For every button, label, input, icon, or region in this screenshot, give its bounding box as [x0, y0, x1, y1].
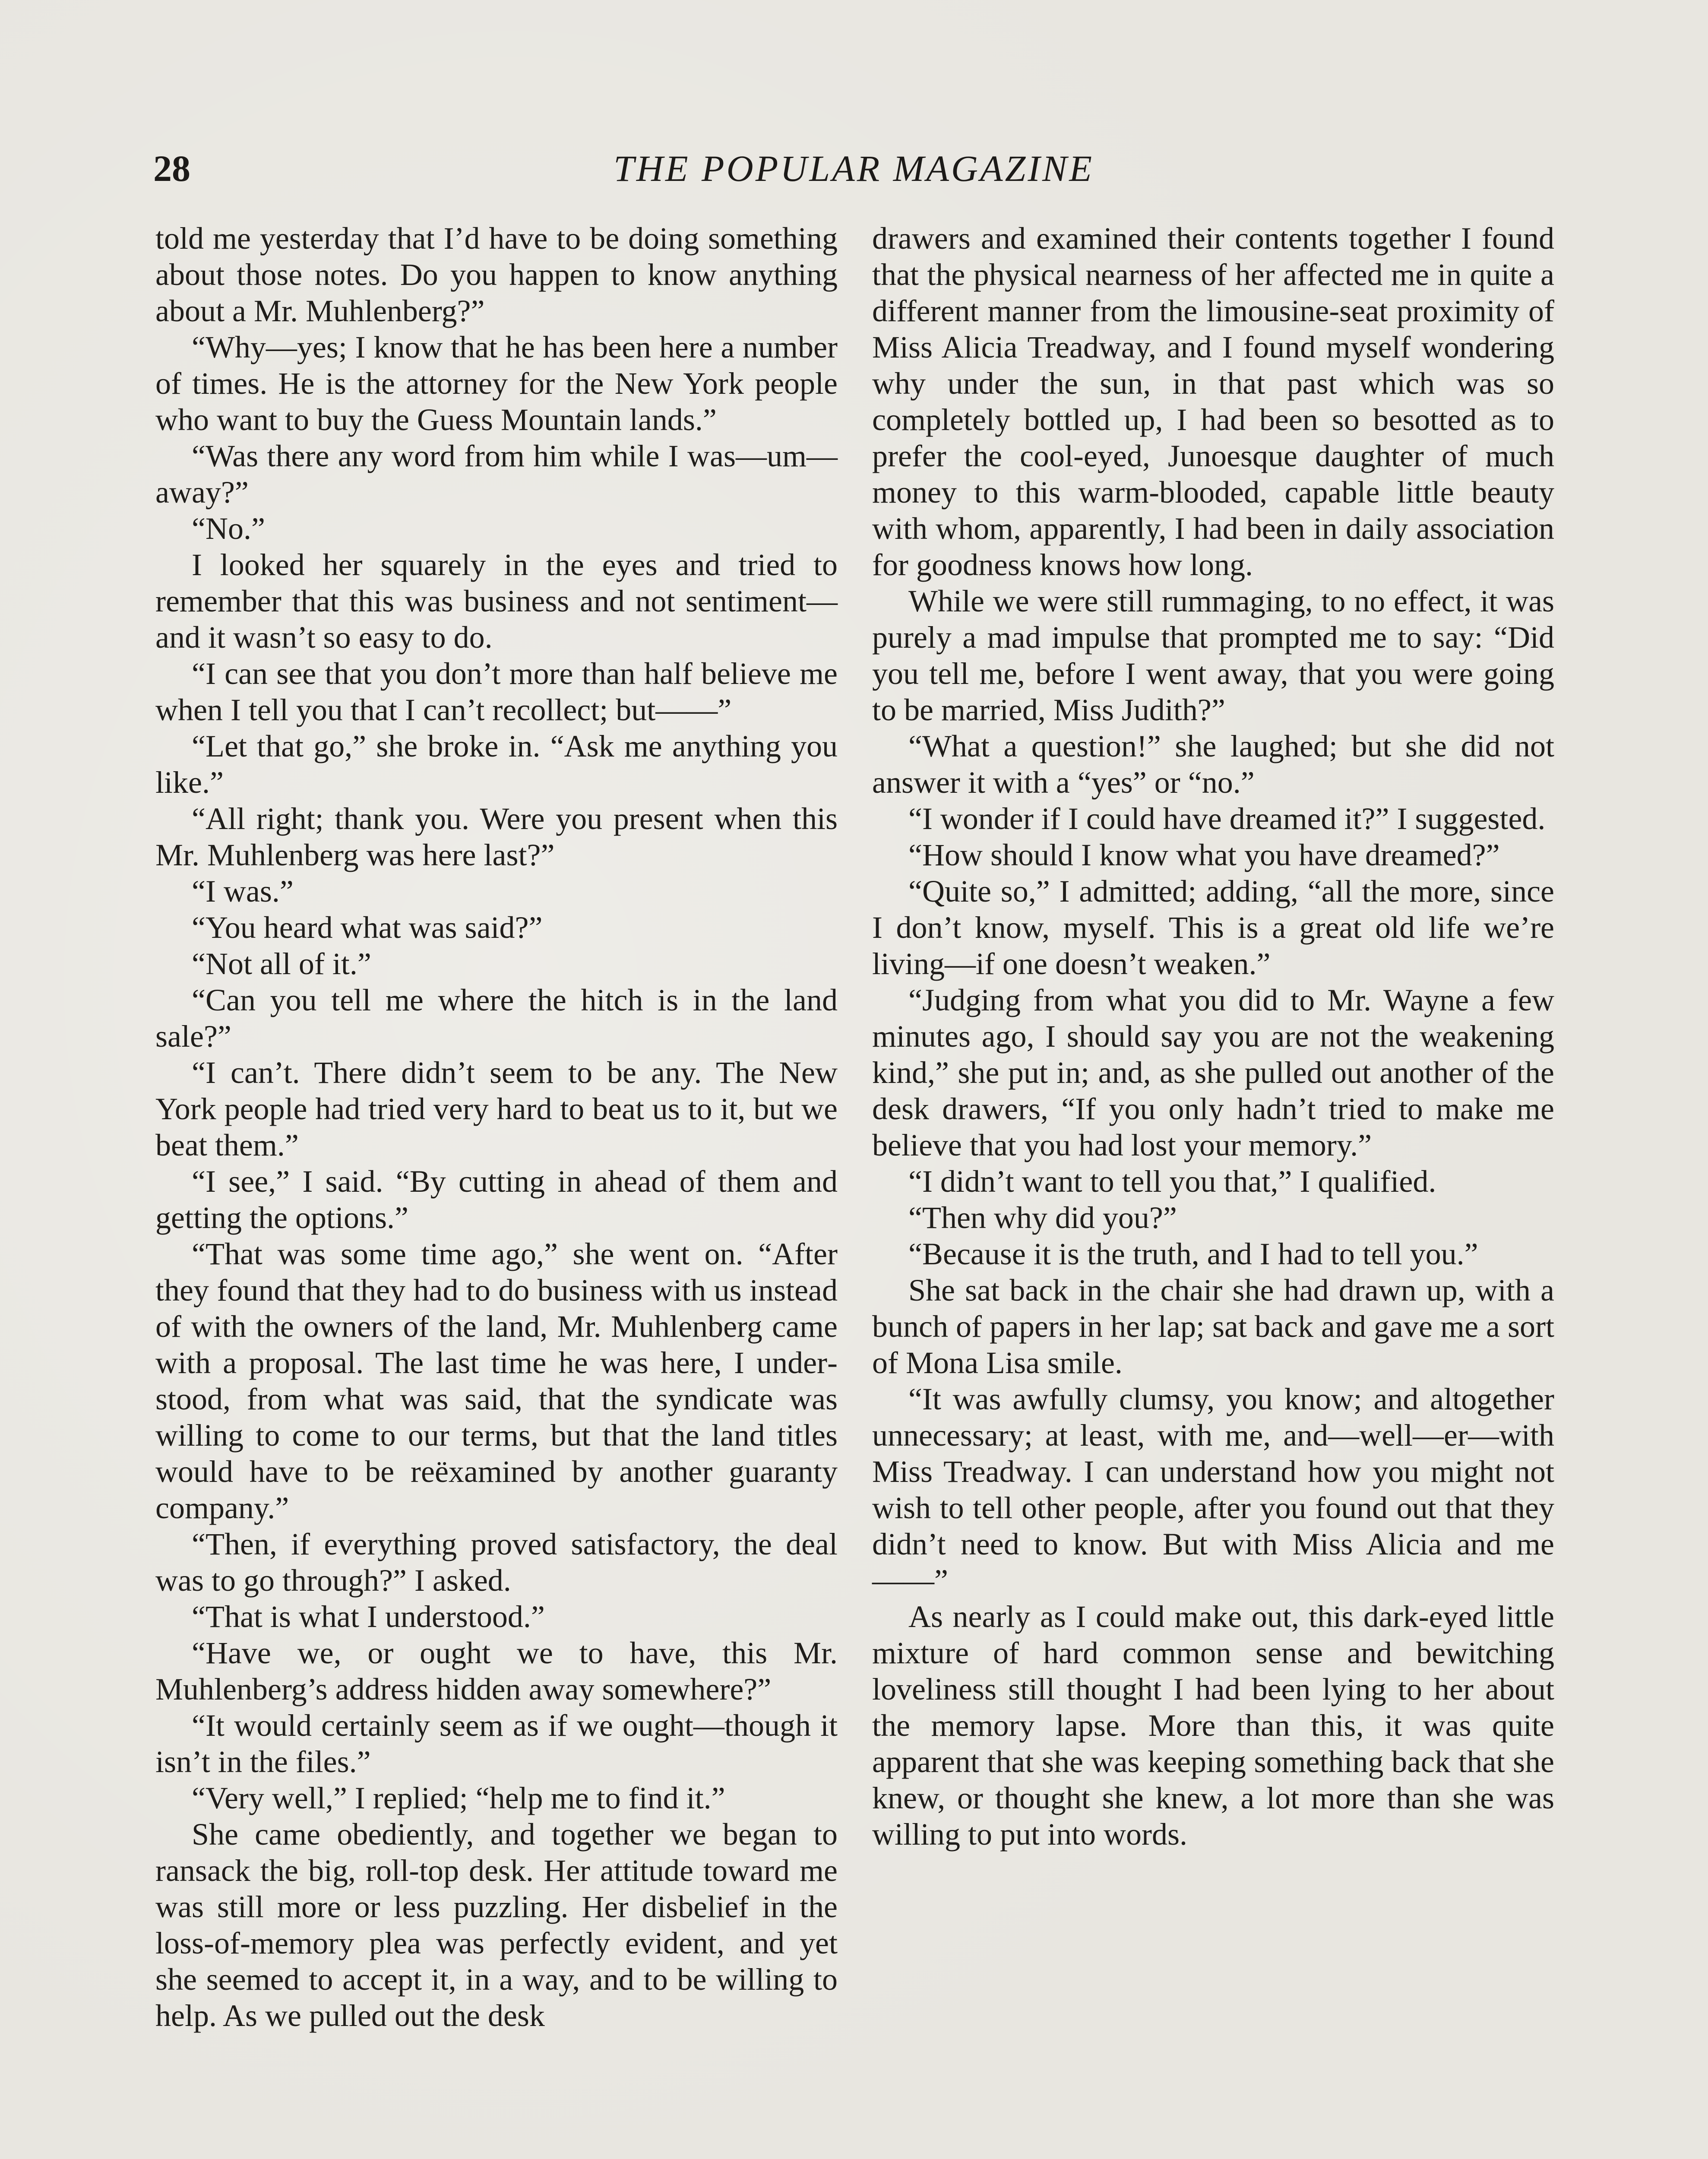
paragraph: “I was.”	[192, 874, 294, 909]
paragraph: “I can see that you don’t more than half believe me when I tell you that I can’t recollect; but——”	[155, 656, 838, 727]
paragraph: “I see,” I said. “By cutting in ahead of them and getting the options.”	[155, 1164, 838, 1235]
paragraph: “Then why did you?”	[908, 1200, 1177, 1235]
paragraph: “All right; thank you. Were you present when this Mr. Muhlenberg was here last?”	[155, 801, 838, 872]
paragraph: “Let that go,” she broke in. “Ask me anything you like.”	[155, 729, 838, 800]
paragraph: “No.”	[192, 511, 265, 546]
paragraph: As nearly as I could make out, this dark-eyed little mixture of hard common sense and bewitching loveliness still thought I had been lying to her about the memory lapse. More than this, it was quite apparent that she was keeping something back that she knew, or thought she knew, a lot more than she was willing to put into words.	[872, 1599, 1554, 1852]
paragraph: While we were still rummaging, to no effect, it was purely a mad impulse that prompted me to say: “Did you tell me, before I went away, that you were going to be married, Miss Judith?”	[872, 584, 1554, 727]
paragraph: “You heard what was said?”	[192, 910, 543, 945]
paragraph: “Have we, or ought we to have, this Mr. Muhlenberg’s address hidden away somewhere?”	[155, 1636, 838, 1706]
paragraph: “Judging from what you did to Mr. Wayne a few minutes ago, I should say you are not the weakening kind,” she put in; and, as she pulled out another of the desk drawers, “If you only hadn’t tried to make me believe that you had lost your memory.”	[872, 983, 1554, 1162]
paragraph: “It would certainly seem as if we ought—though it isn’t in the files.”	[155, 1708, 838, 1779]
paragraph: drawers and examined their contents together I found that the physical nearness of her affected me in quite a different manner from the limousine-seat proximity of Miss Alicia Treadway, and I found myself wondering why under the sun, in that past which was so completely bottled up, I had been so besotted as to prefer the cool-eyed, Junoesque daughter of much money to this warm-blooded, capable little beauty with whom, apparently, I had been in daily association for goodness knows how long.	[872, 221, 1554, 582]
paragraph: “Was there any word from him while I was—um—away?”	[155, 439, 838, 510]
paragraph: “Quite so,” I admitted; adding, “all the more, since I don’t know, myself. This is a great old life we’re living—if one doesn’t weaken.”	[872, 874, 1554, 981]
paragraph: “I can’t. There didn’t seem to be any. The New York people had tried very hard to beat us to it, but we beat them.”	[155, 1055, 838, 1162]
paragraph: “Very well,” I replied; “help me to find it.”	[192, 1781, 725, 1815]
right-column	[872, 220, 1554, 1852]
paragraph: “I wonder if I could have dreamed it?” I suggested.	[908, 801, 1546, 836]
paragraph: “I didn’t want to tell you that,” I qualified.	[908, 1164, 1436, 1199]
paragraph: “Not all of it.”	[192, 947, 371, 981]
paragraph: “How should I know what you have dreamed?”	[908, 838, 1500, 872]
running-title: THE POPULAR MAGAZINE	[614, 148, 1094, 189]
paragraph: “Can you tell me where the hitch is in the land sale?”	[155, 983, 838, 1054]
paragraph: told me yesterday that I’d have to be doing something about those notes. Do you happen to know anything about a Mr. Muhlenberg?”	[155, 221, 838, 328]
paragraph: She came obediently, and together we began to ransack the big, roll-top desk. Her attitude toward me was still more or less puzzling. Her disbelief in the loss-of-memory plea was perfectly evident, and yet she seemed to accept it, in a way, and to be willing to help. As we pulled out the desk	[155, 1817, 838, 2033]
paragraph: “Because it is the truth, and I had to tell you.”	[908, 1237, 1478, 1271]
paragraph: “Then, if everything proved satisfactory, the deal was to go through?” I asked.	[155, 1527, 838, 1598]
paragraph: “What a question!” she laughed; but she did not answer it with a “yes” or “no.”	[872, 729, 1554, 800]
page-header	[153, 142, 1554, 194]
paragraph: “Why—yes; I know that he has been here a number of times. He is the attorney for the New York people who want to buy the Guess Mountain lands.”	[155, 330, 838, 437]
paragraph: “That is what I understood.”	[192, 1599, 545, 1634]
left-column	[155, 220, 838, 2034]
paragraph: “It was awfully clumsy, you know; and altogether unnecessary; at least, with me, and—well—er—with Miss Treadway. I can understand how you might not wish to tell other people, after you found out that they didn’t need to know. But with Miss Alicia and me——”	[872, 1382, 1554, 1598]
paragraph: “That was some time ago,” she went on. “After they found that they had to do business with us instead of with the owners of the land, Mr. Muhlenberg came with a proposal. The last time he was here, I understood, from what was said, that the syndicate was willing to come to our terms, but that the land titles would have to be reëxamined by another guaranty company.”	[155, 1237, 838, 1525]
paragraph: She sat back in the chair she had drawn up, with a bunch of papers in her lap; sat back and gave me a sort of Mona Lisa smile.	[872, 1273, 1554, 1380]
paragraph: I looked her squarely in the eyes and tried to remember that this was business and not sentiment—and it wasn’t so easy to do.	[155, 548, 838, 655]
page-number: 28	[153, 148, 190, 189]
